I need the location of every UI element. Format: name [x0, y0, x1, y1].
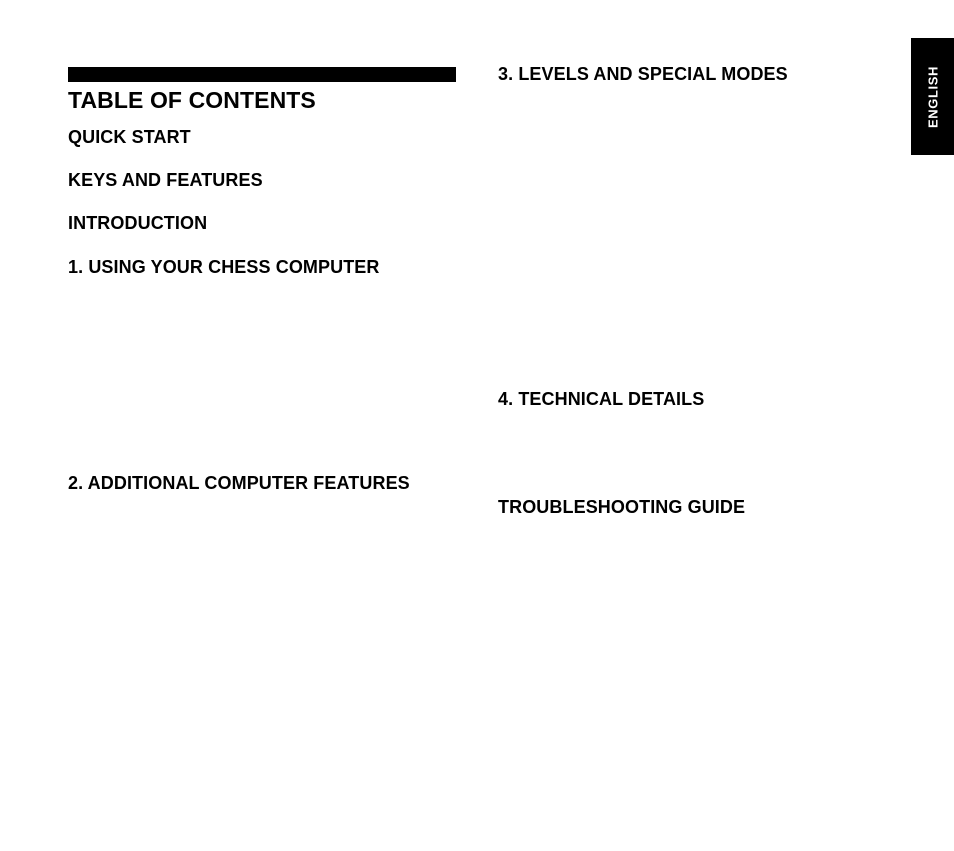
toc-entry-troubleshooting-guide: TROUBLESHOOTING GUIDE — [498, 497, 746, 517]
page-title: TABLE OF CONTENTS — [68, 87, 316, 113]
language-tab — [911, 38, 954, 155]
toc-entry-technical-details: 4. TECHNICAL DETAILS — [498, 389, 705, 409]
toc-entry-using-your-chess-computer: 1. USING YOUR CHESS COMPUTER — [68, 257, 380, 277]
toc-entry-quick-start: QUICK START — [68, 127, 191, 147]
toc-entry-levels-and-special-modes: 3. LEVELS AND SPECIAL MODES — [498, 64, 788, 84]
toc-entry-additional-computer-features: 2. ADDITIONAL COMPUTER FEATURES — [68, 473, 410, 493]
toc-entry-keys-and-features: KEYS AND FEATURES — [68, 170, 263, 190]
language-tab-label: ENGLISH — [925, 65, 940, 128]
toc-entry-introduction: INTRODUCTION — [68, 213, 208, 233]
title-rule — [68, 67, 456, 82]
